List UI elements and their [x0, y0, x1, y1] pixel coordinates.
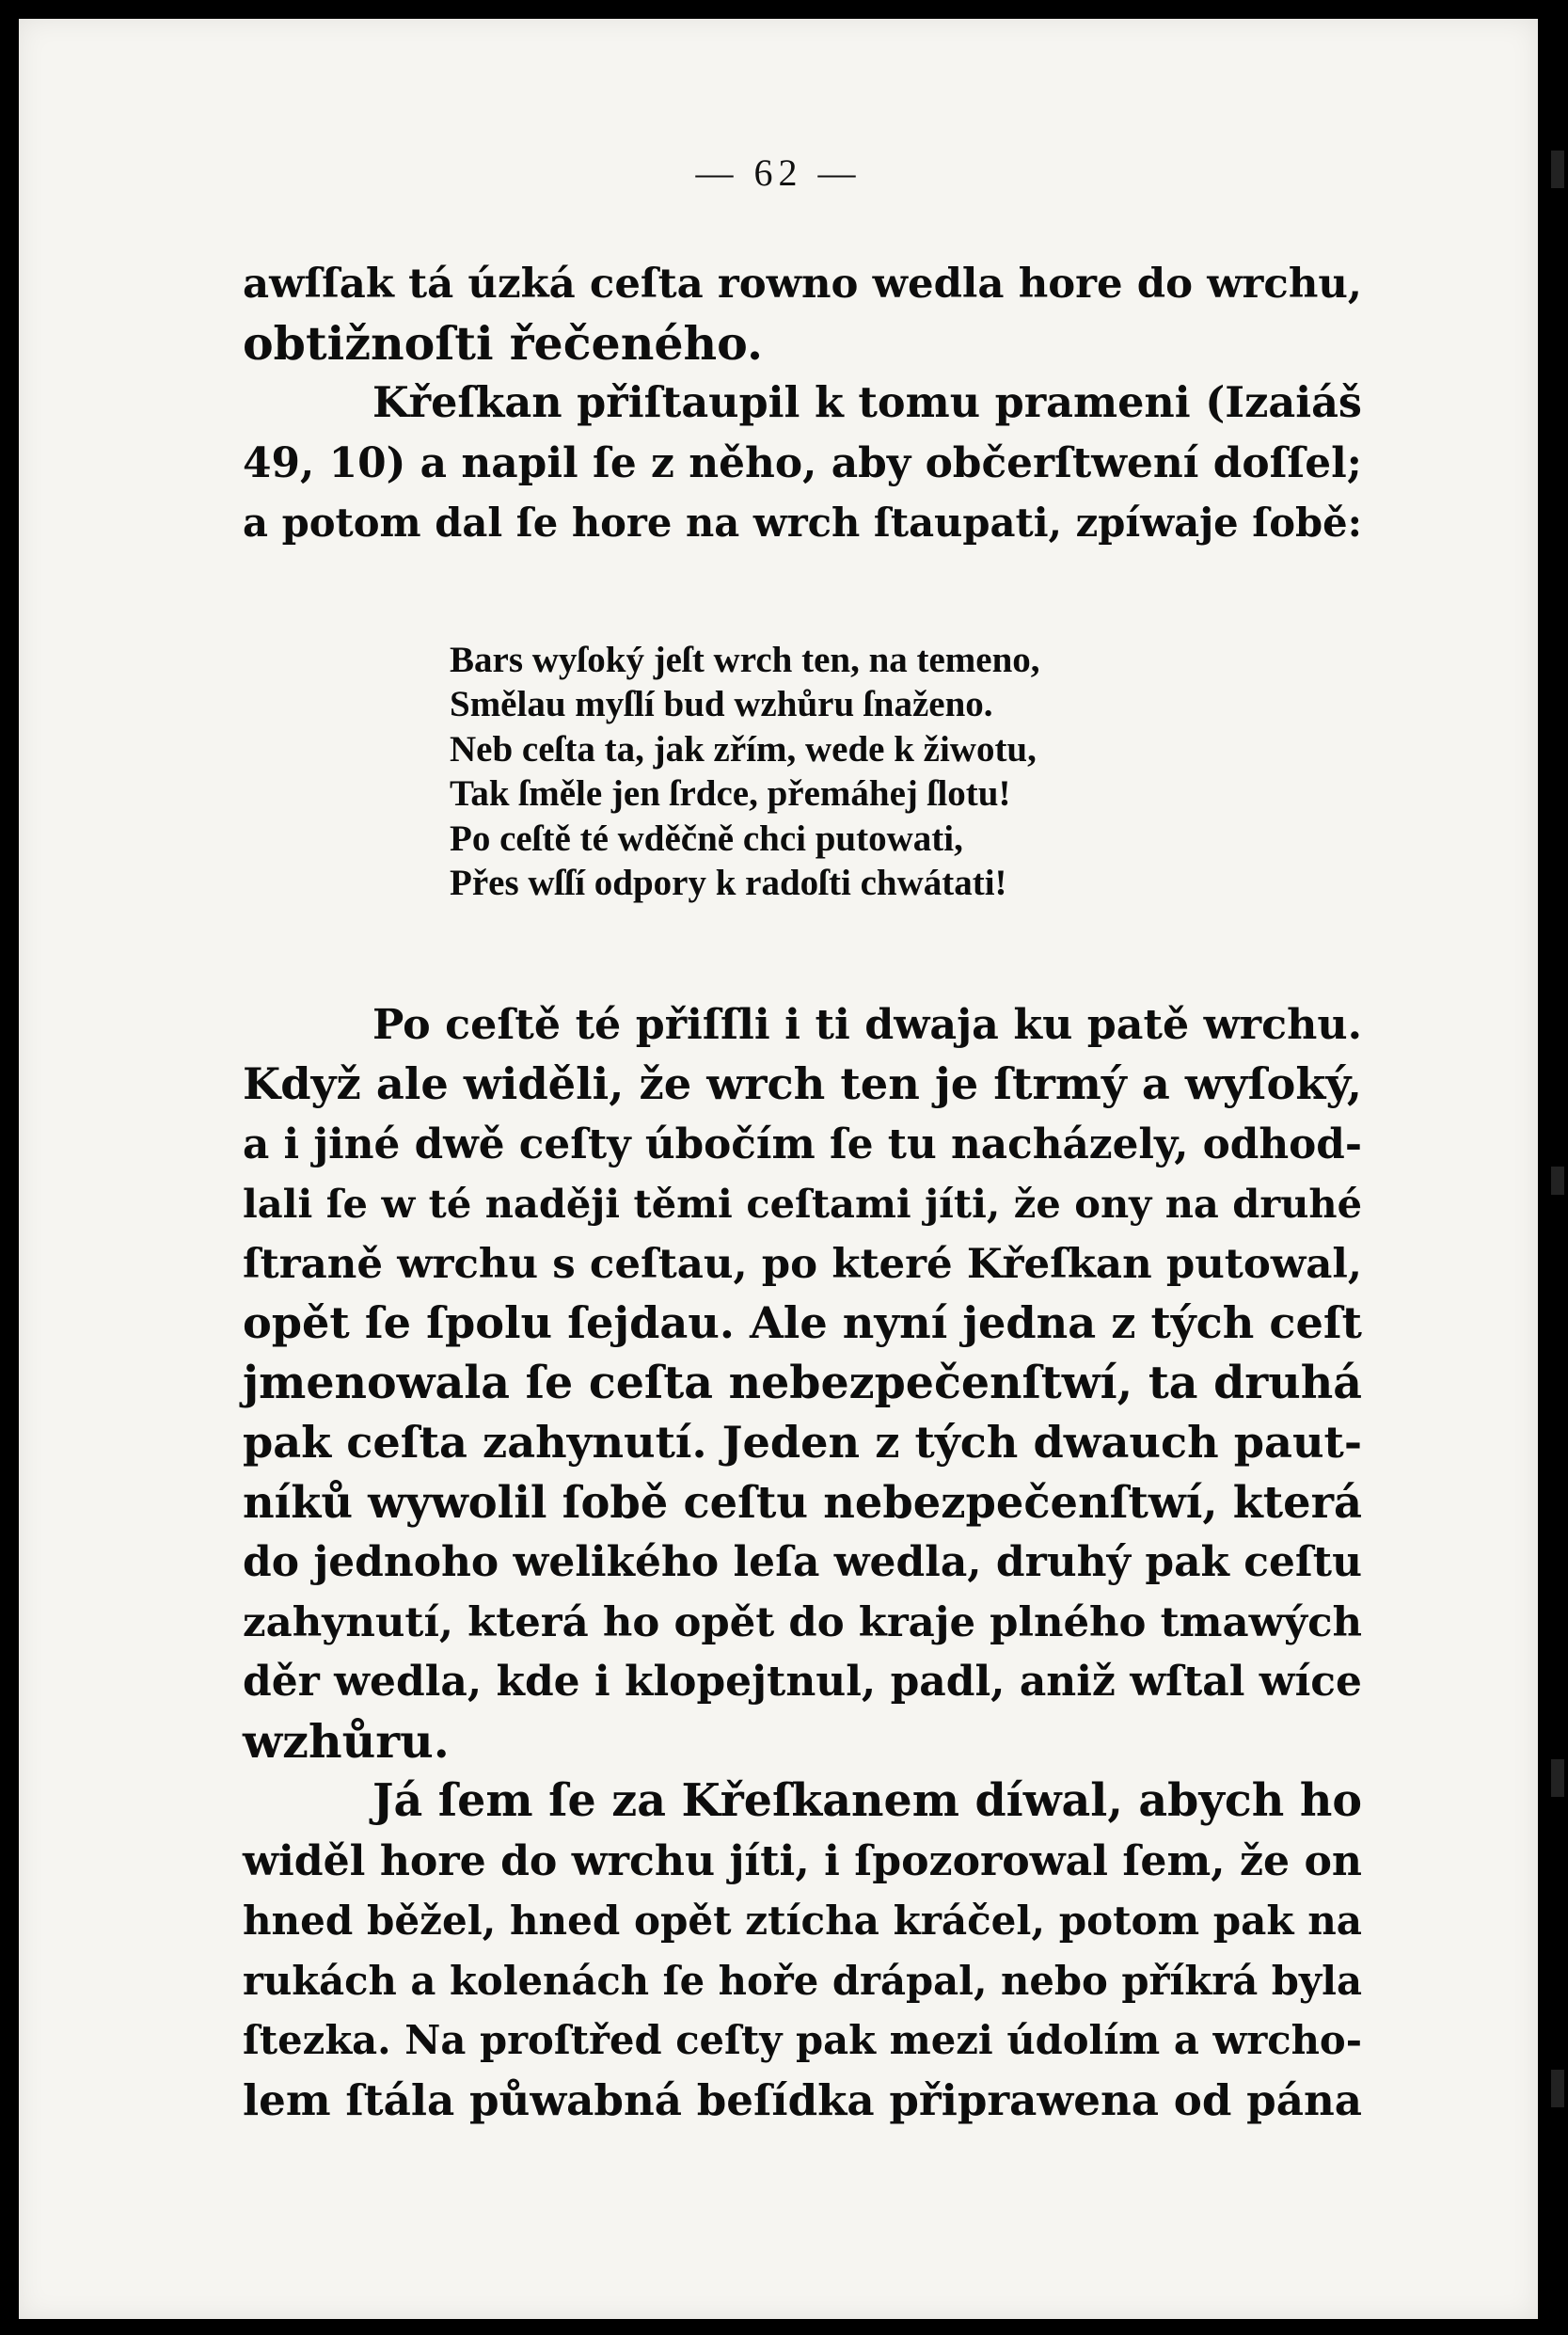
text-line: Já ſem ſe za Křeſkanem díwal, abych ho [372, 1774, 1362, 1827]
scan-edge-mark [1551, 1759, 1564, 1797]
text-line: awſſak tá úzká ceſta rowno wedla hore do wrchu, [243, 260, 1362, 308]
poem-verse: Smělau myſlí bud wzhůru ſnaženo. [450, 684, 993, 724]
paragraph-2 [243, 373, 1362, 553]
poem-verse: Po ceſtě té wděčně chci putowati, [450, 818, 963, 859]
text-line: Když ale widěli, že wrch ten je ſtrmý a wyſoký, [243, 1058, 1363, 1109]
text-line: hned běžel, hned opět ztícha kráčel, potom pak na [243, 1898, 1362, 1944]
book-page [19, 19, 1538, 2319]
poem-verse: Tak ſměle jen ſrdce, přemáhej ſlotu! [450, 773, 1011, 814]
text-line: níků wywolil ſobě ceſtu nebezpečenſtwí, která [243, 1476, 1362, 1528]
scan-edge-mark [1551, 151, 1564, 188]
poem [450, 638, 1362, 906]
paragraph-4 [243, 1771, 1362, 2130]
text-line: rukách a kolenách ſe hoře drápal, nebo příkrá byla [243, 1957, 1362, 2004]
text-line: pak ceſta zahynutí. Jeden z tých dwauch paut- [243, 1417, 1362, 1468]
paragraph-1 [243, 254, 1362, 373]
scan-edge-mark [1551, 1167, 1564, 1195]
text-line: opět ſe ſpolu ſejdau. Ale nyní jedna z tých ceſt [243, 1297, 1362, 1348]
poem-verse: Neb ceſta ta, jak zřím, wede k žiwotu, [450, 728, 1037, 770]
paragraph-3 [243, 995, 1362, 1772]
poem-verse: Bars wyſoký jeſt wrch ten, na temeno, [450, 639, 1040, 680]
text-line: děr wedla, kde i klopejtnul, padl, aniž wſtal wíce [243, 1658, 1362, 1706]
text-line: widěl hore do wrchu jíti, i ſpozorowal ſem, že on [243, 1836, 1362, 1885]
text-line: lem ſtála půwabná beſídka připrawena od pána [243, 2074, 1362, 2125]
poem-verse: Přes wſſí odpory k radoſti chwátati! [450, 863, 1007, 903]
text-line: ſtezka. Na proſtřed ceſty pak mezi údolím a wrcho- [243, 2017, 1362, 2063]
text-line: Křeſkan přiſtaupil k tomu prameni (Izaiáš [372, 378, 1362, 427]
text-line: Po ceſtě té přiſſli i ti dwaja ku patě wrchu. [372, 999, 1362, 1049]
text-line: do jednoho welikého leſa wedla, druhý pak ceſtu [243, 1538, 1362, 1586]
text-line: a i jiné dwě ceſty úbočím ſe tu nacházely, odhod- [243, 1120, 1362, 1168]
page-body [243, 254, 1362, 2130]
text-line: ſtraně wrchu s ceſtau, po které Křeſkan putowal, [243, 1239, 1362, 1288]
page-number: — 62 — [695, 151, 862, 194]
text-line: obtižnoſti řečeného. [243, 315, 764, 371]
text-line: a potom dal ſe hore na wrch ſtaupati, zpíwaje ſobě: [243, 500, 1362, 546]
text-line: lali ſe w té naději těmi ceſtami jíti, že ony na druhé [243, 1181, 1362, 1227]
text-line: 49, 10) a napil ſe z něho, aby občerſtwení doſſel; [243, 438, 1362, 487]
text-line: jmenowala ſe ceſta nebezpečenſtwí, ta druhá [243, 1356, 1362, 1409]
scan-edge-mark [1551, 2070, 1564, 2107]
text-line: wzhůru. [243, 1713, 450, 1769]
text-line: zahynutí, která ho opět do kraje plného tmawých [243, 1597, 1362, 1646]
